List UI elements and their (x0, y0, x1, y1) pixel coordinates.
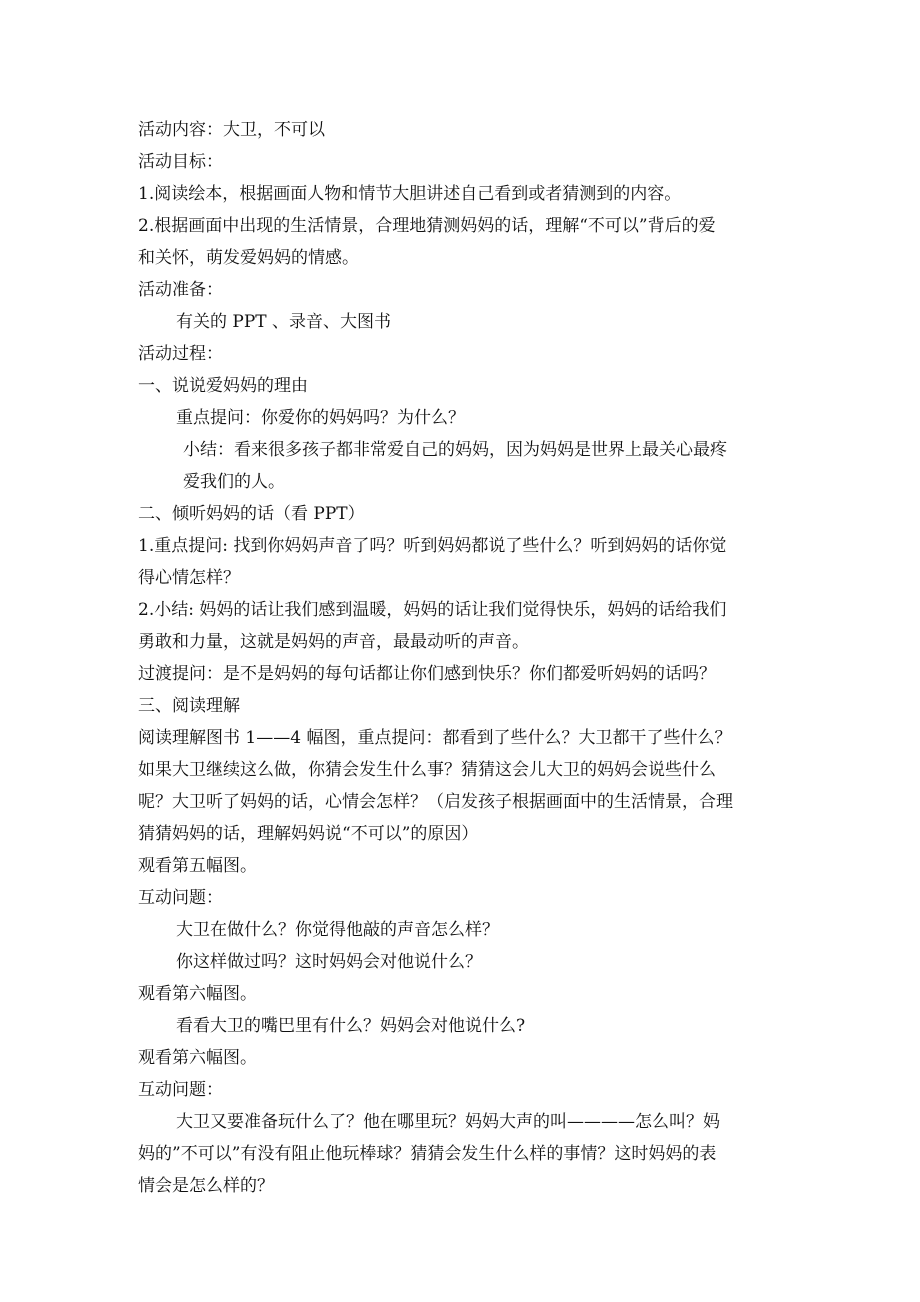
goal-2-line-2: 和关怀，萌发爱妈妈的情感。 (138, 248, 359, 268)
final-question-line-2: 妈的”不可以”有没有阻止他玩棒球？猜猜会发生什么样的事情？这时妈妈的表 (138, 1144, 717, 1164)
section-1-summary-line-1: 小结：看来很多孩子都非常爱自己的妈妈，因为妈妈是世界上最关心最疼 (183, 440, 727, 460)
picture-5-question-1: 大卫在做什么？你觉得他敲的声音怎么样？ (176, 920, 499, 940)
picture-6-question: 看看大卫的嘴巴里有什么？妈妈会对他说什么? (176, 1016, 526, 1036)
section-2-summary-line-2: 勇敢和力量，这就是妈妈的声音，最最动听的声音。 (138, 632, 529, 652)
interactive-questions-heading: 互动问题： (138, 888, 223, 908)
goal-2-line-1: 2.根据画面中出现的生活情景，合理地猜测妈妈的话，理解“不可以”背后的爱 (138, 216, 716, 236)
final-question-line-1: 大卫又要准备玩什么了？他在哪里玩？妈妈大声的叫————怎么叫？妈 (176, 1112, 720, 1132)
section-1-heading: 一、说说爱妈妈的理由 (138, 376, 308, 396)
reading-paragraph-line-2: 如果大卫继续这么做，你猜会发生什么事？猜猜这会儿大卫的妈妈会说些什么 (138, 760, 716, 780)
section-2-heading: 二、倾听妈妈的话（看 PPT） (138, 504, 365, 524)
transition-question-line: 过渡提问：是不是妈妈的每句话都让你们感到快乐？你们都爱听妈妈的话吗？ (138, 664, 716, 684)
reading-paragraph-line-4: 猜猜妈妈的话，理解妈妈说“不可以”的原因） (138, 824, 479, 844)
final-question-line-3: 情会是怎么样的？ (138, 1176, 274, 1196)
section-2-question-line-2: 得心情怎样？ (138, 568, 240, 588)
interactive-questions-heading-2: 互动问题： (138, 1080, 223, 1100)
section-1-summary-line-2: 爱我们的人。 (183, 472, 285, 492)
reading-paragraph-line-1: 阅读理解图书 1——4 幅图，重点提问：都看到了些什么？大卫都干了些什么？ (138, 728, 732, 748)
section-1-question: 重点提问：你爱你的妈妈吗？为什么？ (176, 408, 465, 428)
activity-prep-heading: 活动准备： (138, 280, 223, 300)
section-2-question-line-1: 1.重点提问: 找到你妈妈声音了吗？听到妈妈都说了些什么？听到妈妈的话你觉 (138, 536, 727, 556)
activity-content-line: 活动内容：大卫，不可以 (138, 120, 325, 140)
activity-process-heading: 活动过程： (138, 344, 223, 364)
view-picture-5-line: 观看第五幅图。 (138, 856, 257, 876)
goal-1-line: 1.阅读绘本，根据画面人物和情节大胆讲述自己看到或者猜测到的内容。 (138, 184, 682, 204)
section-2-summary-line-1: 2.小结: 妈妈的话让我们感到温暖，妈妈的话让我们觉得快乐，妈妈的话给我们 (138, 600, 727, 620)
view-picture-6-line-again: 观看第六幅图。 (138, 1048, 257, 1068)
section-3-heading: 三、阅读理解 (138, 696, 240, 716)
picture-5-question-2: 你这样做过吗？这时妈妈会对他说什么？ (176, 952, 482, 972)
activity-goal-heading: 活动目标： (138, 152, 223, 172)
prep-materials-line: 有关的 PPT 、录音、大图书 (176, 312, 392, 332)
view-picture-6-line: 观看第六幅图。 (138, 984, 257, 1004)
reading-paragraph-line-3: 呢？大卫听了妈妈的话，心情会怎样？（启发孩子根据画面中的生活情景，合理 (138, 792, 733, 812)
